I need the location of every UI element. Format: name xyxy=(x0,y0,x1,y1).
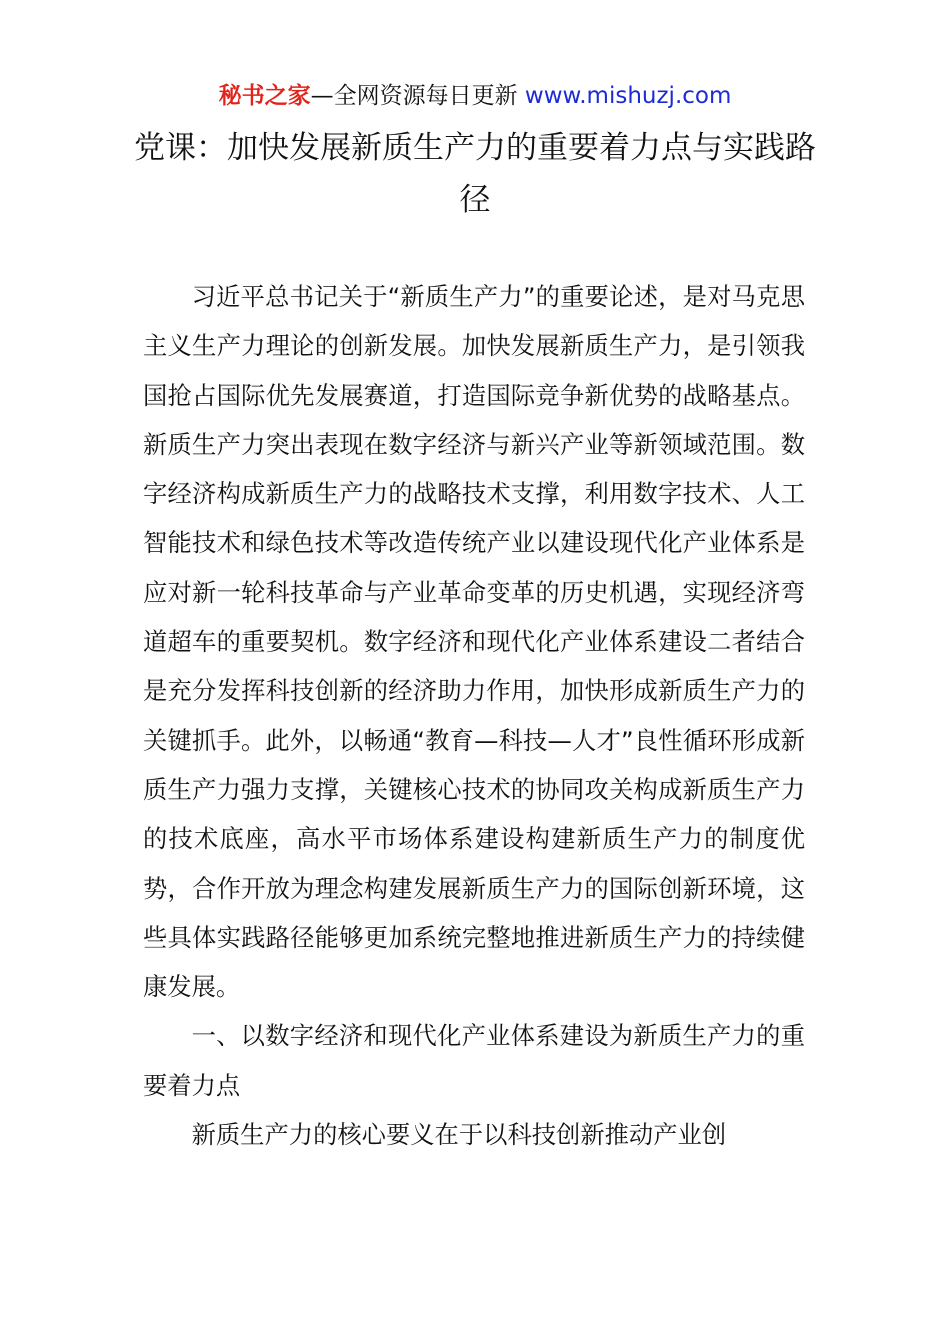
body-paragraph-section-1: 新质生产力的核心要义在于以科技创新推动产业创 xyxy=(191,1120,727,1150)
document-body xyxy=(143,272,805,1159)
site-url-link[interactable]: www.mishuzj.com xyxy=(524,83,732,109)
body-paragraph-intro: 习近平总书记关于“新质生产力”的重要论述，是对马克思主义生产力理论的创新发展。加快发展新质生产力，是引领我国抢占国际优先发展赛道，打造国际竞争新优势的战略基点。新质生产力突出表现在数字经济与新兴产业等新领域范围。数字经济构成新质生产力的战略技术支撑，利用数字技术、人工智能技术和绿色技术等改造传统产业以建设现代化产业体系是应对新一轮科技革命与产业革命变革的历史机遇，实现经济弯道超车的重要契机。数字经济和现代化产业体系建设二者结合是充分发挥科技创新的经济助力作用，加快形成新质生产力的关键抓手。此外，以畅通“教育—科技—人才”良性循环形成新质生产力强力支撑，关键核心技术的协同攻关构成新质生产力的技术底座，高水平市场体系建设构建新质生产力的制度优势，合作开放为理念构建发展新质生产力的国际创新环境，这些具体实践路径能够更加系统完整地推进新质生产力的持续健康发展。 xyxy=(143,282,805,1002)
document-title: 党课：加快发展新质生产力的重要着力点与实践路径 xyxy=(134,130,816,218)
brand-name: 秘书之家 xyxy=(218,83,311,109)
section-heading-1: 一、以数字经济和现代化产业体系建设为新质生产力的重要着力点 xyxy=(143,1021,805,1100)
site-header xyxy=(0,80,950,112)
header-tagline: —全网资源每日更新 xyxy=(310,83,525,109)
